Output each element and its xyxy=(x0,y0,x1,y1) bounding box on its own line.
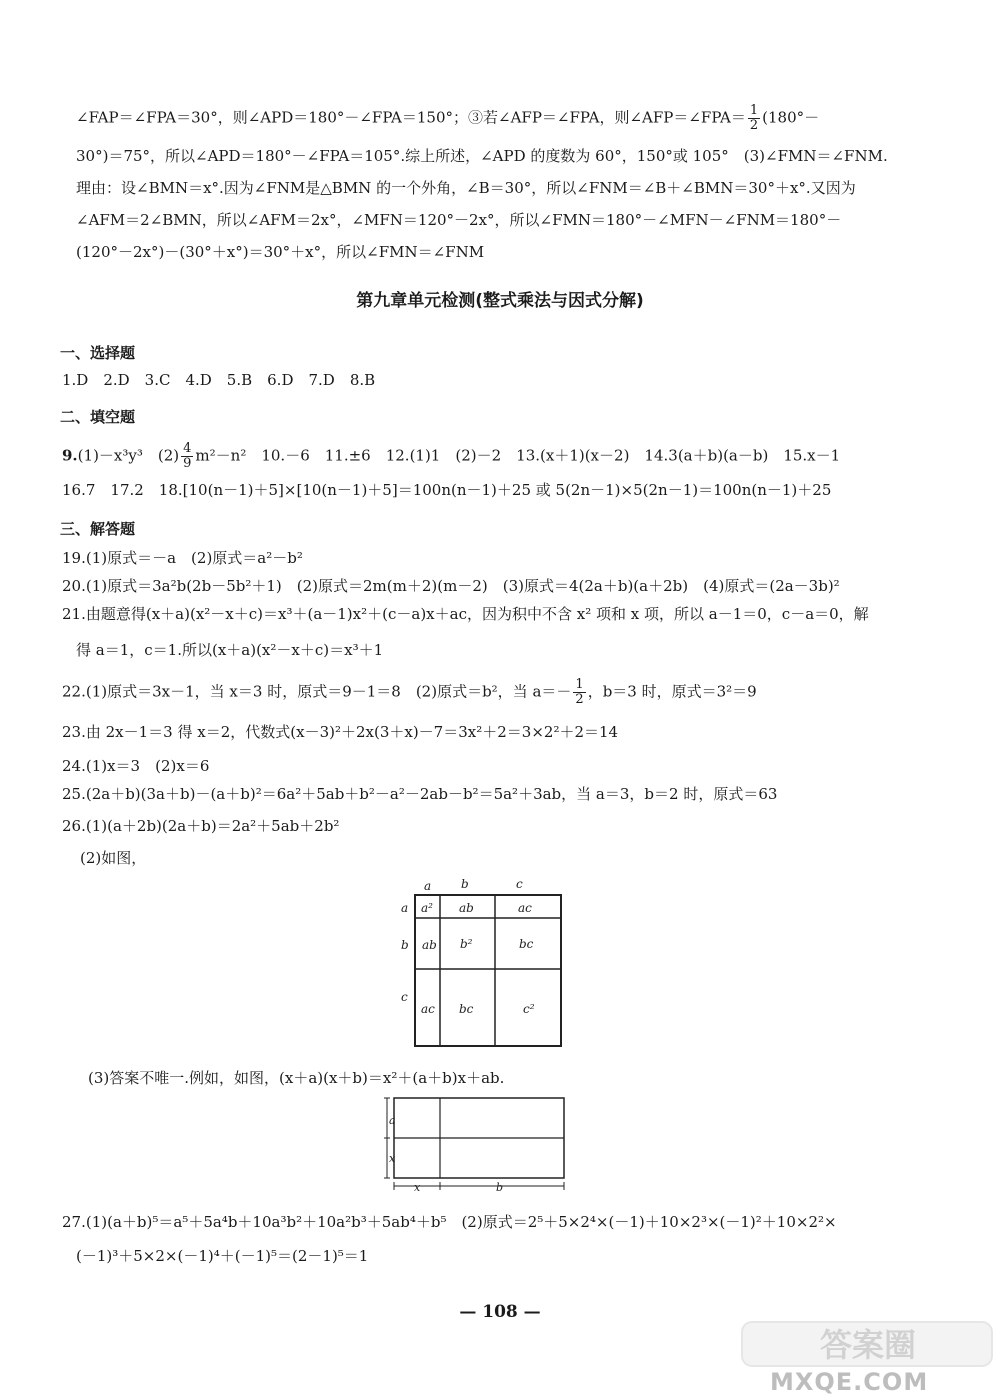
answer-22 xyxy=(62,678,757,707)
svg-text:答案圈: 答案圈 xyxy=(819,1326,917,1364)
answer-27-cont: (－1)³＋5×2×(－1)⁴＋(－1)⁵＝(2－1)⁵＝1 xyxy=(76,1247,369,1265)
cell-r1c3: ac xyxy=(518,901,532,915)
answer-21-cont: 得 a＝1，c＝1.所以(x＋a)(x²－x＋c)＝x³＋1 xyxy=(76,641,384,659)
left-label-x: x xyxy=(389,1152,396,1165)
col-label-a: a xyxy=(424,879,432,893)
fraction xyxy=(181,442,193,471)
watermark-logo xyxy=(740,1318,995,1370)
text-span: (180°－ xyxy=(762,108,820,127)
text-span: ∠FAP＝∠FPA＝30°，则∠APD＝180°－∠FPA＝150°；③若∠AFP＝∠FPA，则∠AFP＝∠FPA＝ xyxy=(76,108,746,127)
fill-answers-line xyxy=(62,442,840,471)
cell-r1c2: ab xyxy=(459,901,474,915)
text-span: (1)－x³y³ (2) xyxy=(77,446,180,465)
cell-r3c3: c² xyxy=(523,1002,535,1016)
page-number: — 108 — xyxy=(459,1302,541,1322)
fraction-denominator: 2 xyxy=(749,118,759,133)
fill-answers-line: 16.7 17.2 18.[10(n－1)＋5]×[10(n－1)＋5]＝100n(n－1)＋25 或 5(2n－1)×5(2n－1)＝100n(n－1)＋25 xyxy=(62,481,832,499)
row-label-a: a xyxy=(401,901,409,915)
answer-20: 20.(1)原式＝3a²b(2b－5b²＋1) (2)原式＝2m(m＋2)(m－2) (3)原式＝4(2a＋b)(a＋2b) (4)原式＝(2a－3b)² xyxy=(62,577,840,595)
row-label-b: b xyxy=(401,938,409,952)
answer-26: 26.(1)(a＋2b)(2a＋b)＝2a²＋5ab＋2b² xyxy=(62,817,340,835)
text-line xyxy=(76,104,819,133)
answer-25: 25.(2a＋b)(3a＋b)－(a＋b)²＝6a²＋5ab＋b²－a²－2ab－b²＝5a²＋3ab，当 a＝3，b＝2 时，原式＝63 xyxy=(62,785,778,803)
left-label-a: a xyxy=(389,1114,396,1127)
answer-26-part3: (3)答案不唯一.例如，如图，(x＋a)(x＋b)＝x²＋(a＋b)x＋ab. xyxy=(88,1069,505,1087)
watermark xyxy=(740,1318,995,1396)
answer-24: 24.(1)x＝3 (2)x＝6 xyxy=(62,757,210,775)
row-label-c: c xyxy=(401,990,408,1004)
bottom-label-x: x xyxy=(414,1181,421,1194)
cell-r3c2: bc xyxy=(459,1002,474,1016)
answer-26-part2: (2)如图， xyxy=(80,849,147,867)
text-span: 10.－6 11.±6 12.(1)1 (2)－2 13.(x＋1)(x－2) 14.3(a＋b)(a－b) 15.x－1 xyxy=(261,446,841,465)
text-span: ，b＝3 时，原式＝3²＝9 xyxy=(587,682,757,701)
answer-19: 19.(1)原式＝－a (2)原式＝a²－b² xyxy=(62,549,303,567)
cell-r1c1: a² xyxy=(421,901,433,915)
text-line: ∠AFM＝2∠BMN，所以∠AFM＝2x°，∠MFN＝120°－2x°，所以∠FMN＝180°－∠MFN－∠FNM＝180°－ xyxy=(76,211,842,229)
text-line: 30°)＝75°，所以∠APD＝180°－∠FPA＝105°.综上所述，∠APD 的度数为 60°，150°或 105° (3)∠FMN＝∠FNM. xyxy=(76,147,888,165)
answer-23: 23.由 2x－1＝3 得 x＝2，代数式(x－3)²＋2x(3＋x)－7＝3x²＋2＝3×2²＋2＝14 xyxy=(62,723,619,741)
fraction xyxy=(748,104,760,133)
text-line: (120°－2x°)－(30°＋x°)＝30°＋x°，所以∠FMN＝∠FNM xyxy=(76,243,485,261)
answer-27: 27.(1)(a＋b)⁵＝a⁵＋5a⁴b＋10a³b²＋10a²b³＋5ab⁴＋b⁵ (2)原式＝2⁵＋5×2⁴×(－1)＋10×2³×(－1)²＋10×2²× xyxy=(62,1213,837,1231)
section-heading: 二、填空题 xyxy=(60,408,136,426)
fraction-numerator: 4 xyxy=(183,441,192,456)
fraction-denominator: 2 xyxy=(575,692,584,707)
answer-21: 21.由题意得(x＋a)(x²－x＋c)＝x³＋(a－1)x²＋(c－a)x＋ac，因为积中不含 x² 项和 x 项，所以 a－1＝0，c－a＝0，解 xyxy=(62,605,869,623)
choice-answers: 1.D 2.D 3.C 4.D 5.B 6.D 7.D 8.B xyxy=(62,371,376,389)
text-span: 22.(1)原式＝3x－1，当 x＝3 时，原式＝9－1＝8 (2)原式＝b²，当 a＝－ xyxy=(62,682,572,701)
cell-r2c1: ab xyxy=(422,938,437,952)
fraction-denominator: 9 xyxy=(183,456,192,471)
rectangle-figure xyxy=(380,1094,575,1194)
bottom-label-b: b xyxy=(496,1181,504,1194)
cell-r3c1: ac xyxy=(421,1002,435,1016)
col-label-c: c xyxy=(516,877,523,891)
text-span: m²－n² xyxy=(195,446,262,465)
fraction-numerator: 1 xyxy=(575,677,584,692)
chapter-title: 第九章单元检测(整式乘法与因式分解) xyxy=(356,291,644,311)
section-heading: 三、解答题 xyxy=(60,520,136,538)
question-number: 9. xyxy=(62,446,78,465)
text-line: 理由：设∠BMN＝x°.因为∠FNM是△BMN 的一个外角，∠B＝30°，所以∠FNM＝∠B＋∠BMN＝30°＋x°.又因为 xyxy=(76,179,856,197)
fraction-numerator: 1 xyxy=(749,103,759,118)
cell-r2c3: bc xyxy=(519,937,534,951)
area-grid-figure xyxy=(395,876,570,1051)
watermark-url: MXQE.COM xyxy=(770,1368,929,1396)
col-label-b: b xyxy=(461,877,469,891)
section-heading: 一、选择题 xyxy=(60,344,136,362)
fraction xyxy=(573,678,585,707)
cell-r2c2: b² xyxy=(460,937,473,951)
